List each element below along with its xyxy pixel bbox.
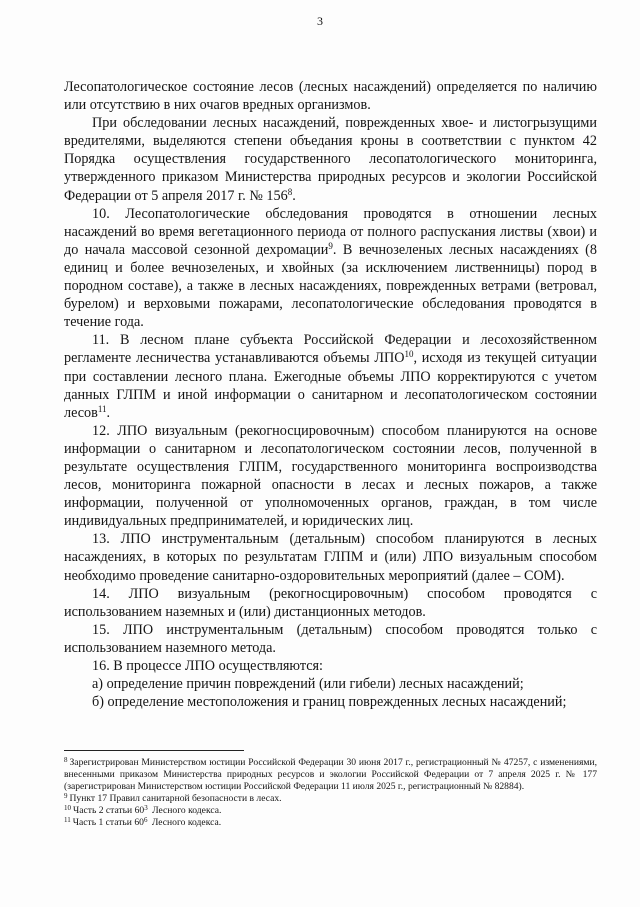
footnote-10: $^{10}$ Часть 2 статьи $60^3$ Лесного кодекса.	[64, 803, 222, 816]
footnote-separator	[64, 750, 244, 751]
paragraph-15: 15. ЛПО инструментальным (детальным) способом проводятся только с использованием наземного метода.	[64, 621, 597, 656]
footnote-11: $^{11}$ Часть 1 статьи $60^6$ Лесного кодекса.	[64, 815, 222, 828]
paragraph-defoliation: При обследовании лесных насаждений, поврежденных хвое- и листогрызущими вредителями, выделяются степени объедания кроны в соответствии с пунктом 42 Порядка осуществления государственного лесопатологического мониторинга, утвержденного приказом Министерства природных ресурсов и экологии Российской Федерации от 5 апреля 2017 г. № $156^8$.	[64, 115, 597, 204]
paragraph-forest-condition: Лесопатологическое состояние лесов (лесных насаждений) определяется по наличию или отсутствию в них очагов вредных организмов.	[64, 79, 597, 114]
footnote-ref-10: 10	[404, 349, 414, 360]
paragraph-11: 11. В лесном плане субъекта Российской Федерации и лесохозяйственном регламенте лесничества устанавливаются объемы ЛПО$^{10}$, исходя из текущей ситуации при составлении лесного плана. Ежегодные объемы ЛПО корректируются с учетом данных ГЛПМ и иной информации о санитарном и лесопатологическом состоянии лесов$^{11}$.	[64, 332, 597, 421]
footnote-ref-11: 11	[97, 403, 107, 414]
body-text	[64, 78, 597, 711]
footnote-ref-9: 9	[328, 240, 333, 251]
paragraph-12: 12. ЛПО визуальным (рекогносцировочным) способом планируются на основе информации о санитарном и лесопатологическом состоянии лесов, полученной в результате осуществления ГЛПМ, государственного мониторинга воспроизводства лесов, мониторинга пожарной опасности в лесах и лесных пожаров, а также информации, полученной от уполномоченных органов, граждан, в том числе индивидуальных предпринимателей, и юридических лиц.	[64, 422, 597, 530]
paragraph-14: 14. ЛПО визуальным (рекогносцировочным) способом проводятся с использованием наземных и (или) дистанционных методов.	[64, 585, 597, 620]
paragraph-13: 13. ЛПО инструментальным (детальным) способом планируются в лесных насаждениях, в которых по результатам ГЛПМ и (или) ЛПО визуальным способом необходимо проведение санитарно-оздоровительных мероприятий (далее – СОМ).	[64, 531, 597, 584]
paragraph-16: 16. В процессе ЛПО осуществляются:	[92, 658, 323, 674]
footnote-8: $^8$ Зарегистрирован Министерством юстиции Российской Федерации 30 июня 2017 г., регистрационный № 47257, с изменениями, внесенными приказом Министерства природных ресурсов и экологии Российской Федерации от 7 апреля 2025 г. № 177 (зарегистрирован Министерством юстиции Российской Федерации 11 июля 2025 г., регистрационный № 82884).	[64, 756, 597, 792]
footnotes	[64, 757, 597, 828]
page-number: 3	[317, 14, 323, 28]
paragraph-16a: а) определение причин повреждений (или гибели) лесных насаждений;	[92, 676, 524, 693]
paragraph-16b: б) определение местоположения и границ поврежденных лесных насаждений;	[92, 694, 567, 711]
paragraph-10: 10. Лесопатологические обследования проводятся в отношении лесных насаждений во время вегетационного периода от полного распускания листвы (хвои) и до начала массовой сезонной дехромации$^9$. В вечнозеленых лесных насаждениях (8 единиц и более вечнозеленых, и хвойных (за исключением лиственницы) пород в породном составе), а также в лесных насаждениях, поврежденных ветрами (ветровал, бурелом) и верховыми пожарами, лесопатологические обследования проводятся в течение года.	[64, 205, 598, 331]
footnote-9: $^9$ Пункт 17 Правил санитарной безопасности в лесах.	[64, 791, 282, 804]
footnote-ref-8: 8	[287, 186, 293, 197]
